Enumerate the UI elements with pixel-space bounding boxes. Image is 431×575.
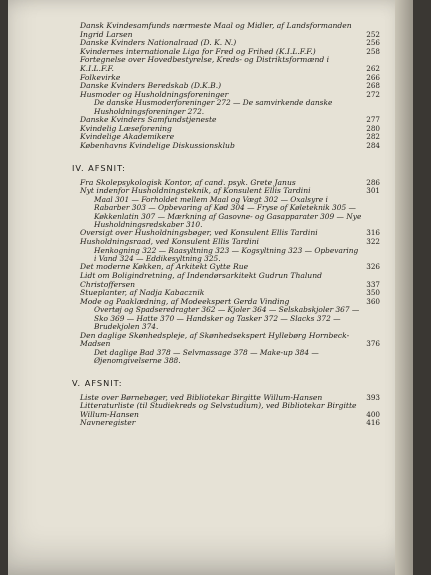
toc-entry-page: 350 [366, 288, 380, 298]
section-iv [80, 179, 380, 366]
toc-entry-page: 301 [366, 186, 380, 196]
toc-entry [80, 22, 380, 39]
toc-entry [80, 332, 380, 349]
toc-entry-title: Maal 301 — Forholdet mellem Maal og Vægt 302 — Oxalsyre i Rabarber 303 — Opbevaring af Kød 304 — Fryse of Køleteknik 305 — Køkkenlatin 307 — Mærkning af Gasovne- og Gasapparater 309 — Nye Husholdningsredskaber 310. [94, 194, 362, 229]
section-heading-iv: IV. AFSNIT: [72, 162, 126, 173]
toc-entry [80, 56, 380, 73]
toc-entry-page: 284 [366, 140, 380, 150]
toc-entry-title: Kvindelige Akademikere [80, 132, 175, 142]
toc-entry-page: 286 [366, 177, 380, 187]
toc-entry-title: Stueplanter, af Nadja Kabacznik [80, 288, 205, 298]
toc-entry-page: 322 [366, 236, 380, 246]
table-of-contents [72, 21, 380, 428]
toc-entry-page: 316 [366, 228, 380, 238]
toc-entry [80, 402, 380, 419]
toc-entry-title: Husholdningsraad, ved Konsulent Ellis Tardini [80, 236, 259, 246]
toc-entry-title: Husmoder og Husholdningsforeninger [80, 89, 229, 99]
toc-entry-title: Lidt om Boligindretning, af Indendørsarkitekt Gudrun Thalund Christoffersen [80, 270, 322, 289]
section-continued [80, 22, 380, 151]
toc-entry-title: Fortegnelse over Hovedbestyrelse, Kreds- og Distriktsformænd i K.I.L.F.F. [80, 55, 330, 73]
toc-entry-title: Det moderne Køkken, af Arkitekt Gytte Rue [80, 262, 249, 272]
toc-entry-page: 258 [366, 46, 380, 56]
toc-entry-page: 393 [366, 392, 380, 402]
toc-entry-page: 400 [366, 409, 380, 419]
toc-entry-title: Navneregister [80, 418, 136, 428]
toc-entry [80, 142, 380, 151]
toc-entry-title: Folkevirke [80, 72, 121, 82]
toc-entry-page: 376 [366, 339, 380, 349]
toc-entry-title: Danske Kvinders Nationalraad (D. K. N.) [80, 38, 237, 48]
toc-entry-title: Københavns Kvindelige Diskussionsklub [80, 140, 235, 150]
toc-entry [80, 306, 380, 331]
toc-entry-page: 266 [366, 72, 380, 82]
toc-entry [80, 99, 380, 116]
toc-entry [80, 419, 380, 428]
toc-entry-page: 272 [366, 89, 380, 99]
page-edge [395, 0, 413, 575]
toc-entry-title: Danske Kvinders Samfundstjeneste [80, 115, 217, 125]
toc-entry [80, 349, 380, 366]
toc-entry [80, 272, 380, 289]
toc-entry-title: Fra Skolepsykologisk Kontor, af cand. psyk. Grete Janus [80, 177, 296, 187]
toc-entry-page: 268 [366, 81, 380, 91]
section-v [80, 394, 380, 428]
toc-entry-page: 337 [366, 279, 380, 289]
toc-entry-title: Mode og Paaklædning, af Modeekspert Gerda Vinding [80, 296, 290, 306]
toc-entry-title: De danske Husmoderforeninger 272 — De samvirkende danske Husholdningsforeninger 272. [94, 98, 333, 116]
toc-entry [80, 196, 380, 230]
toc-entry-title: Den daglige Skønhedspleje, af Skønhedsekspert Hyllebørg Hornbeck-Madsen [80, 330, 350, 349]
toc-entry-page: 282 [366, 132, 380, 142]
toc-entry-title: Nyt indenfor Husholdningsteknik, af Konsulent Ellis Tardini [80, 186, 311, 196]
toc-entry [80, 247, 380, 264]
toc-entry-title: Overtøj og Spadseredragter 362 — Kjoler 364 — Selskabskjoler 367 — Sko 369 — Hatte 370 — Handsker og Tasker 372 — Slacks 372 — Brudekjolen 374. [94, 305, 360, 332]
toc-entry-page: 280 [366, 123, 380, 133]
book-page [8, 0, 413, 575]
toc-entry-title: Liste over Børnebøger, ved Bibliotekar Birgitte Willum-Hansen [80, 392, 323, 402]
toc-entry-page: 416 [366, 418, 380, 428]
toc-entry-title: Kvindernes internationale Liga for Fred og Frihed (K.I.L.F.F.) [80, 46, 316, 56]
toc-entry-title: Dansk Kvindesamfunds nærmeste Maal og Midler, af Landsformanden Ingrid Larsen [80, 21, 352, 39]
toc-entry-title: Oversigt over Husholdningsbøger, ved Konsulent Ellis Tardini [80, 228, 318, 238]
toc-entry-title: Danske Kvinders Beredskab (D.K.B.) [80, 81, 222, 91]
toc-entry-page: 277 [366, 115, 380, 125]
toc-entry-page: 252 [366, 29, 380, 39]
toc-entry-page: 262 [366, 63, 380, 73]
toc-entry-page: 360 [366, 296, 380, 306]
toc-entry-page: 326 [366, 262, 380, 272]
toc-entry-page: 256 [366, 38, 380, 48]
section-heading-v: V. AFSNIT: [72, 377, 123, 388]
toc-entry-title: Kvindelig Læseforening [80, 123, 172, 133]
toc-entry-title: Litteraturliste (til Studiekreds og Selvstudium), ved Bibliotekar Birgitte Willum-Hansen [80, 401, 357, 419]
toc-entry-title: Henkogning 322 — Raasyltning 323 — Kogsyltning 323 — Opbevaring i Vand 324 — Eddikesyltning 325. [94, 245, 359, 263]
toc-entry-title: Det daglige Bad 378 — Selvmassage 378 — Make-up 384 — Øjenomgivelserne 388. [94, 347, 319, 366]
